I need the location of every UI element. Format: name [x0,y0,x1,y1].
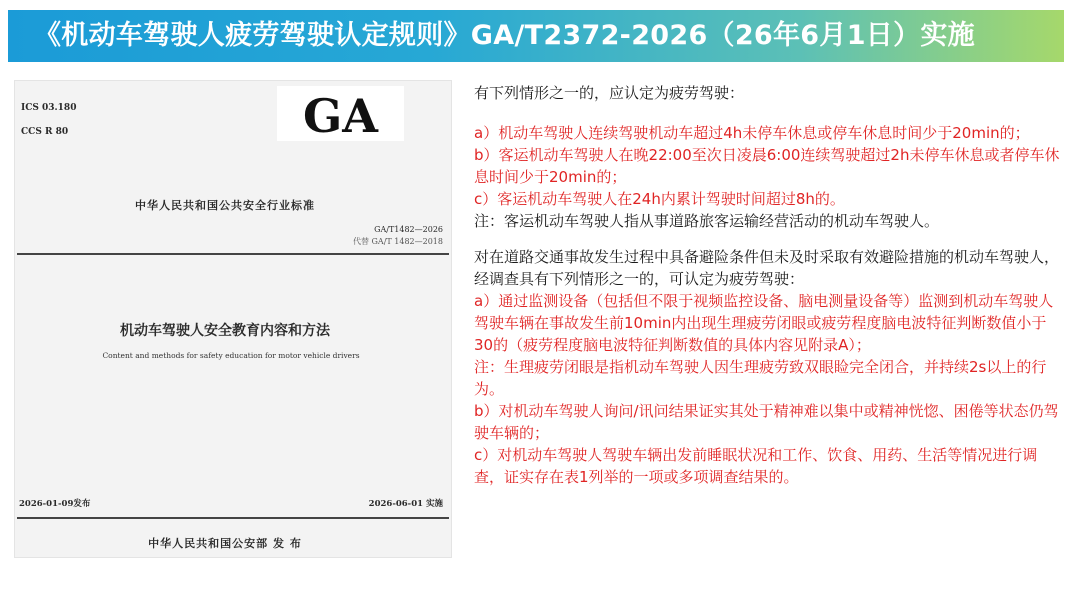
cover-standard-code: GA/T1482—2026 [374,225,443,234]
section1-item-a: a）机动车驾驶人连续驾驶机动车超过4h未停车休息或停车休息时间少于20min的； [474,124,1030,142]
section1-intro: 有下列情形之一的，应认定为疲劳驾驶： [474,84,745,102]
cover-issue-date: 2026-01-09发布 [19,499,91,509]
cover-title-en: Content and methods for safety education for motor vehicle drivers [102,351,360,360]
ga-logo [277,86,404,141]
standard-cover-image [14,80,452,558]
section2-item-a: a）通过监测设备（包括但不限于视频监控设备、脑电测量设备等）监测到机动车驾驶人驾驶车辆在事故发生前10min内出现生理疲劳闭眼或疲劳程度脑电波特征判断数值小于30的（疲劳程度脑电波特征判断数值的具体内容见附录A）； [474,292,1054,354]
page-title: 《机动车驾驶人疲劳驾驶认定规则》GA/T2372-2026（26年6月1日）实施 [34,20,975,51]
section1-item-c: c）客运机动车驾驶人在24h内累计驾驶时间超过8h的。 [474,190,845,208]
title-banner [8,10,1064,62]
cover-org-name: 中华人民共和国公共安全行业标准 [135,199,315,212]
section2-item-c: c）对机动车驾驶人驾驶车辆出发前睡眠状况和工作、饮食、用药、生活等情况进行调查，证实存在表1列举的一项或多项调查结果的。 [474,446,1038,486]
cover-ccs-code: CCS R 80 [21,127,69,137]
cover-replaces-code: 代替 GA/T 1482—2018 [352,237,443,246]
cover-title-cn: 机动车驾驶人安全教育内容和方法 [120,323,330,339]
ga-logo-icon [277,86,404,141]
section2-note: 注：生理疲劳闭眼是指机动车驾驶人因生理疲劳致双眼睑完全闭合，并持续2s以上的行为。 [474,358,1047,398]
cover-ics-code: ICS 03.180 [21,103,77,113]
section1-note: 注：客运机动车驾驶人指从事道路旅客运输经营活动的机动车驾驶人。 [474,212,940,230]
ga-logo-text: GA [303,89,378,141]
cover-divider-bottom [17,517,449,519]
section2-intro: 对在道路交通事故发生过程中具备避险条件但未及时采取有效避险措施的机动车驾驶人，经调查具有下列情形之一的，可认定为疲劳驾驶： [474,248,1060,288]
cover-effective-date: 2026-06-01 实施 [368,499,443,509]
cover-issuer: 中华人民共和国公安部 发 布 [148,537,302,550]
cover-divider-top [17,253,449,255]
section1-item-b: b）客运机动车驾驶人在晚22:00至次日凌晨6:00连续驾驶超过2h未停车休息或者停车休息时间少于20min的； [474,146,1060,186]
section2-item-b: b）对机动车驾驶人询问/讯问结果证实其处于精神难以集中或精神恍惚、困倦等状态仍驾驶车辆的； [474,402,1059,442]
rules-text-column [474,82,1064,488]
